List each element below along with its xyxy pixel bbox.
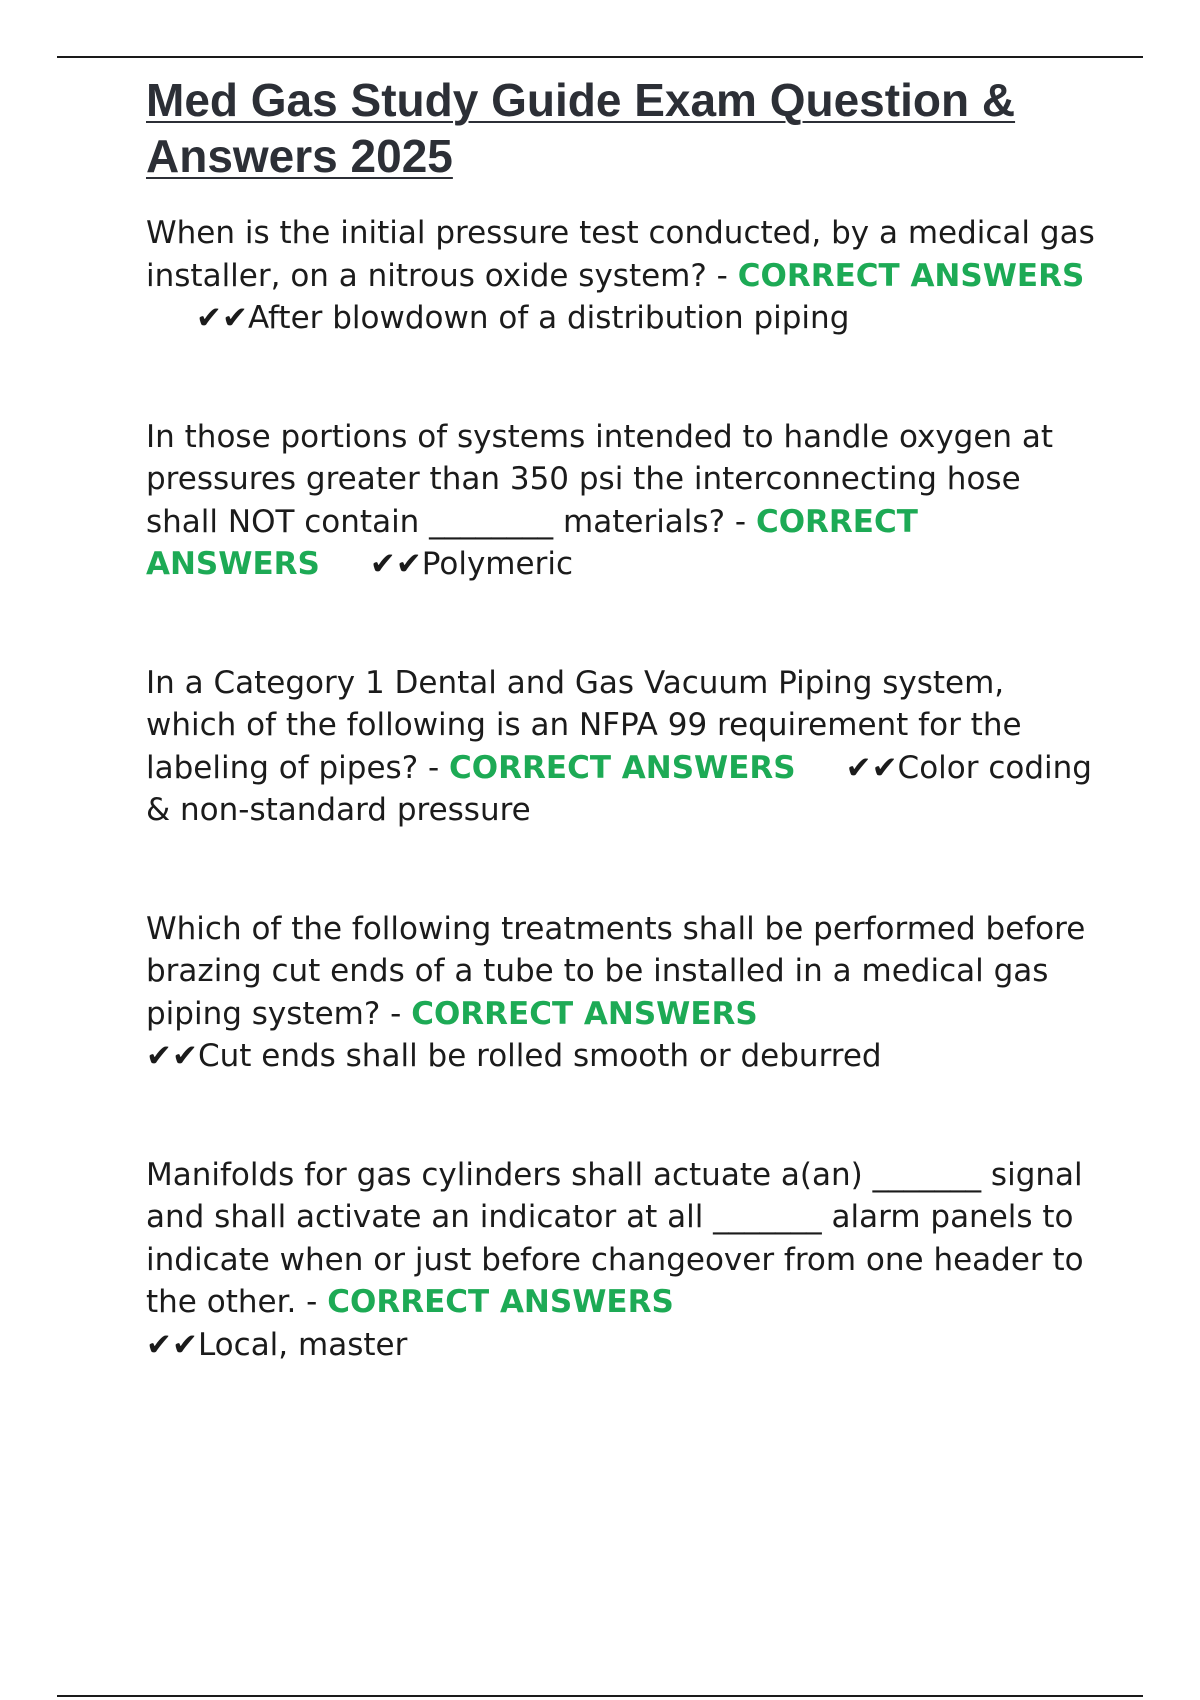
page-title: Med Gas Study Guide Exam Question & Answers 2025 (146, 74, 1016, 182)
correct-answers-label: CORRECT ANSWERS (737, 257, 1085, 294)
qa-item-3 (146, 662, 1096, 832)
correct-answers-label: CORRECT ANSWERS (327, 1284, 674, 1320)
top-rule (57, 56, 1143, 58)
answer-text: Cut ends shall be rolled smooth or deburred (197, 1038, 882, 1074)
question-text: In a Category 1 Dental and Gas Vacuum Piping system, which of the following is an NFPA 99 requirement for the labeling of pipes? - (146, 664, 1022, 786)
correct-answers-label: CORRECT ANSWERS (146, 503, 918, 582)
question-text: Which of the following treatments shall be performed before brazing cut ends of a tube to be installed in a medical gas piping system? - (146, 910, 1086, 1032)
checkmark-icon: ✔✔ (146, 1038, 198, 1074)
checkmark-icon: ✔✔ (196, 300, 248, 336)
correct-answers-label: CORRECT ANSWERS (449, 749, 796, 786)
question-text: When is the initial pressure test conducted, by a medical gas installer, on a nitrous oxide system? - (146, 215, 1095, 294)
answer-text: Color coding & non-standard pressure (146, 749, 1092, 828)
answer-text: Local, master (197, 1326, 408, 1363)
checkmark-icon: ✔✔ (146, 1326, 198, 1363)
question-text: Manifolds for gas cylinders shall actuate a(an) _______ signal and shall activate an indicator at all _______ alarm panels to indicate when or just before changeover from one header to the other. - (146, 1156, 1084, 1320)
checkmark-icon: ✔✔ (369, 546, 422, 582)
qa-item-2 (146, 416, 1096, 586)
qa-item-5 (146, 1154, 1096, 1367)
checkmark-icon: ✔✔ (845, 749, 898, 786)
qa-item-4 (146, 908, 1096, 1078)
document-body (146, 72, 1096, 1366)
correct-answers-label: CORRECT ANSWERS (411, 995, 758, 1032)
bottom-rule (57, 1695, 1143, 1697)
answer-text: Polymeric (421, 546, 573, 582)
answer-text: After blowdown of a distribution piping (247, 300, 850, 336)
qa-item-1 (146, 212, 1096, 340)
question-text: In those portions of systems intended to handle oxygen at pressures greater than 350 psi the interconnecting hose shall NOT contain ________ materials? - (146, 418, 1054, 540)
